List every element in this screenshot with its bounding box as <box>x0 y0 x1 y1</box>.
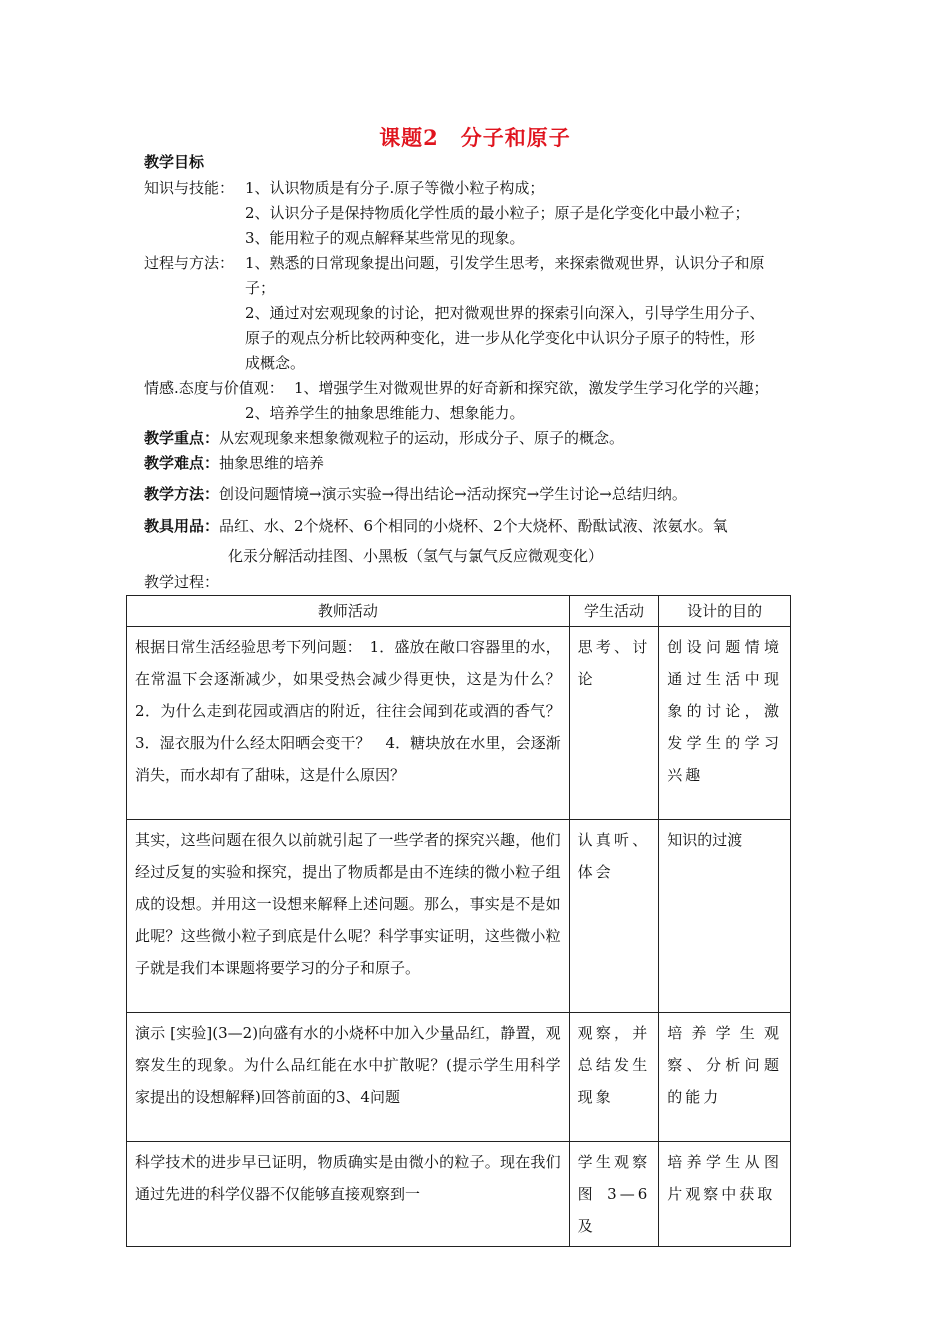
method-point <box>144 484 687 504</box>
purpose-cell: 创设问题情境通过生活中现象的讨论，激发学生的学习兴趣 <box>659 627 791 820</box>
table-row <box>127 820 791 1013</box>
knowledge-label: 知识与技能： <box>144 179 235 197</box>
teaching-process-table <box>126 595 791 1247</box>
difficulty-label: 教学难点： <box>144 454 220 472</box>
table-row <box>127 1142 791 1247</box>
difficulty-point <box>144 453 324 473</box>
purpose-cell: 培养学生从图片观察中获取 <box>659 1142 791 1247</box>
student-cell: 观察，并总结发生现象 <box>569 1013 659 1142</box>
header-teacher: 教师活动 <box>127 596 570 627</box>
materials-label: 教具用品： <box>144 517 220 535</box>
table-row <box>127 627 791 820</box>
student-cell: 认真听、体会 <box>569 820 659 1013</box>
key-point <box>144 428 624 448</box>
student-cell: 学生观察图 3—6 及 <box>569 1142 659 1247</box>
key-label: 教学重点： <box>144 429 220 447</box>
method-label: 教学方法： <box>144 485 220 503</box>
objectives-heading: 教学目标 <box>144 153 205 171</box>
process-item: 2、通过对宏观现象的讨论，把对微观世界的探索引向深入，引导学生用分子、 <box>245 304 765 322</box>
emotion-item: 1、增强学生对微观世界的好奇新和探究欲，激发学生学习化学的兴趣； <box>294 379 769 397</box>
header-student: 学生活动 <box>569 596 659 627</box>
materials-point <box>144 516 728 536</box>
purpose-cell: 培养学生观察、分析问题的能力 <box>659 1013 791 1142</box>
knowledge-item: 1、认识物质是有分子.原子等微小粒子构成； <box>245 179 545 197</box>
teacher-cell: 科学技术的进步早已证明，物质确实是由微小的粒子。现在我们通过先进的科学仪器不仅能够直接观察到一 <box>127 1142 570 1247</box>
difficulty-text: 抽象思维的培养 <box>219 454 325 472</box>
emotion-label: 情感.态度与价值观： <box>144 379 284 397</box>
document-title: 课题2 分子和原子 <box>379 125 571 150</box>
process-heading: 教学过程： <box>144 573 220 591</box>
process-label: 过程与方法： <box>144 254 235 272</box>
emotion-item: 2、培养学生的抽象思维能力、想象能力。 <box>245 404 525 422</box>
materials-text-cont: 化汞分解活动挂图、小黑板（氢气与氯气反应微观变化） <box>228 547 604 565</box>
knowledge-item: 3、能用粒子的观点解释某些常见的现象。 <box>245 229 525 247</box>
method-text: 创设问题情境→演示实验→得出结论→活动探究→学生讨论→总结归纳。 <box>219 485 687 503</box>
purpose-cell: 知识的过渡 <box>659 820 791 1013</box>
materials-text: 品红、水、2个烧杯、6个相同的小烧杯、2个大烧杯、酚酞试液、浓氨水。氧 <box>219 517 728 535</box>
teacher-cell: 演示 [实验](3—2)向盛有水的小烧杯中加入少量品红，静置，观察发生的现象。为什么品红能在水中扩散呢？(提示学生用科学家提出的设想解释)回答前面的3、4问题 <box>127 1013 570 1142</box>
header-purpose: 设计的目的 <box>659 596 791 627</box>
process-item: 原子的观点分析比较两种变化，进一步从化学变化中认识分子原子的特性，形 <box>245 329 756 347</box>
student-cell: 思考、讨论 <box>569 627 659 820</box>
process-item: 1、熟悉的日常现象提出问题，引发学生思考，来探索微观世界，认识分子和原 <box>245 254 765 272</box>
process-item: 成概念。 <box>245 354 306 372</box>
teacher-cell: 根据日常生活经验思考下列问题： 1．盛放在敞口容器里的水，在常温下会逐渐减少，如果受热会减少得更快，这是为什么？ 2．为什么走到花园或酒店的附近，往往会闻到花或酒的香气？ 3．湿衣服为什么经太阳晒会变干？ 4．糖块放在水里，会逐渐消失，而水却有了甜味，这是什么原因？ <box>127 627 570 820</box>
process-item: 子； <box>245 279 276 297</box>
table-row <box>127 1013 791 1142</box>
table-header-row <box>127 596 791 627</box>
teacher-cell: 其实，这些问题在很久以前就引起了一些学者的探究兴趣，他们经过反复的实验和探究，提出了物质都是由不连续的微小粒子组成的设想。并用这一设想来解释上述问题。那么，事实是不是如此呢？这些微小粒子到底是什么呢？科学事实证明，这些微小粒子就是我们本课题将要学习的分子和原子。 <box>127 820 570 1013</box>
key-text: 从宏观现象来想象微观粒子的运动，形成分子、原子的概念。 <box>219 429 625 447</box>
knowledge-item: 2、认识分子是保持物质化学性质的最小粒子；原子是化学变化中最小粒子； <box>245 204 750 222</box>
